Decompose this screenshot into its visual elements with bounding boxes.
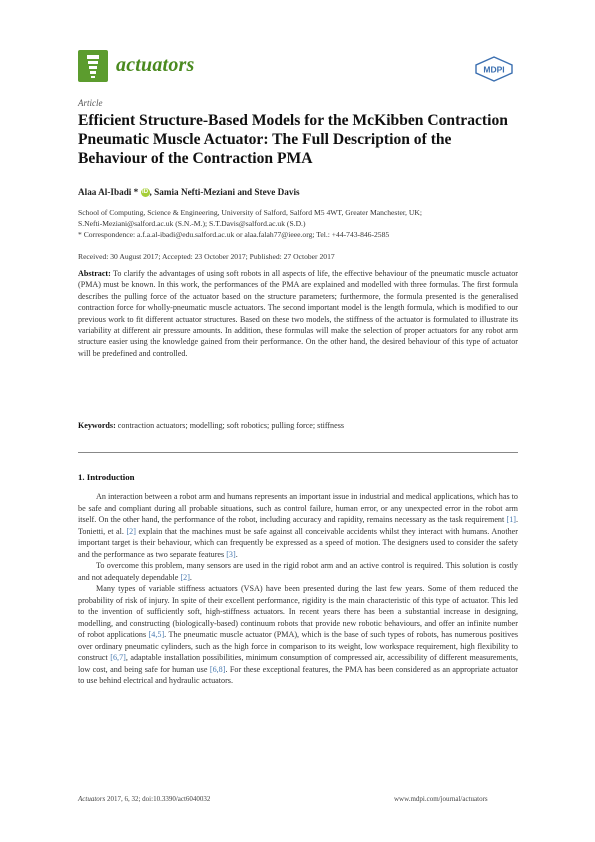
keywords (78, 421, 344, 430)
abstract (78, 268, 518, 359)
author-coauthors: Samia Nefti-Meziani and Steve Davis (154, 187, 300, 197)
affiliation-emails: S.Nefti-Meziani@salford.ac.uk (S.N.-M.); S.T.Davis@salford.ac.uk (S.D.) (78, 219, 306, 228)
section-title: 1. Introduction (78, 472, 135, 482)
paragraph: Many types of variable stiffness actuators (VSA) have been presented during the last few years. Some of them reduced the probability of risk of injury. In spite of their excellent performance, rigidity is the main characteristic of this type of actuator. This led to the invention of sufficiently soft, high-stiffness actuators. In recent years there has been a substantial increase in designing, modelling, and constructing (biologically-based) continuum robots that provide new robotic behaviours, and offer an infinite number of robot applications [4,5]. The pneumatic muscle actuator (PMA), which is the base of such types of robots, has numerous positives over ordinary pneumatic cylinders, such as the high force in comparison to its weight, low workspace requirement, high flexibility to construct [6,7], adaptable installation possibilities, minimum consumption of compressed air, accessibility of different measurements, low cost, and being safe for human use [6,8]. For these exceptional features, the PMA has been considered as an appropriate actuator to use behind electrical and hydraulic actuators. (78, 584, 518, 685)
citation-link[interactable]: [6,8] (209, 664, 226, 674)
article-type: Article (78, 98, 103, 108)
keywords-label: Keywords: (78, 421, 116, 430)
author-list: Alaa Al-Ibadi * iD , Samia Nefti-Meziani and Steve Davis (78, 187, 300, 197)
footer-website-link[interactable]: www.mdpi.com/journal/actuators (394, 795, 488, 803)
paragraph: An interaction between a robot arm and humans represents an important issue in industrial and medical applications, which has to be safe and compliant during all probable situations, such as control failure, human error, or any unexpected error in the robot arm itself. On the other hand, the performance of the robot, including accuracy and rapidity, remains necessary as the task requirement [1]. Tonietti, et al. [2] explain that the machines must be safe against all conceivable accidents whilst they interact with humans. Another important target is their behaviour, which can frequently be expressed as a speed of motion. The designers used to consider the safety and the performance as two separate features [3]. (78, 492, 518, 559)
section-divider (78, 452, 518, 453)
citation-link[interactable]: [4,5] (148, 630, 165, 639)
paper-title: Efficient Structure-Based Models for the McKibben Contraction Pneumatic Muscle Actuator: The Full Description of the Behaviour of the Contraction PMA (78, 112, 508, 167)
journal-name: actuators (116, 54, 195, 76)
orcid-icon[interactable]: iD (142, 189, 149, 196)
publication-dates: Received: 30 August 2017; Accepted: 23 October 2017; Published: 27 October 2017 (78, 252, 335, 261)
citation-link[interactable]: [6,7] (110, 653, 126, 662)
mdpi-logo-icon (474, 56, 514, 82)
citation-link[interactable]: [2] (180, 572, 190, 582)
abstract-text: To clarify the advantages of using soft robots in all aspects of life, the effective behaviour of the pneumatic muscle actuator (PMA) must be known. In this work, the performances of the PMA are explained and modelled with three formulas. The first formula describes the pulling force of the actuator based on the structure parameters; furthermore, the formula presented is the generalised contraction force for wholly-pneumatic muscle actuators. The second important model is the length formula, which is modified to our previous work to fit different actuator structures. Based on these two models, the stiffness of the actuator is formulated to illustrate its variability at different air pressure amounts. In addition, these formulas will make the selection of proper actuators for any robot arm structure easier using the knowledge gained from their performance. On the other hand, the desired behaviour of this type of actuator will be predefined and controlled. (78, 269, 518, 358)
citation-link[interactable]: [1] (506, 515, 516, 524)
author-primary: Alaa Al-Ibadi * (78, 187, 139, 197)
publisher-name: MDPI (483, 64, 505, 75)
citation-link[interactable]: [2] (126, 526, 136, 536)
abstract-label: Abstract: (78, 269, 111, 278)
footer-citation (78, 795, 210, 803)
affiliation-line: School of Computing, Science & Engineering, University of Salford, Salford M5 4WT, Greater Manchester, UK; (78, 208, 422, 217)
paragraph: To overcome this problem, many sensors are used in the rigid robot arm and an active control is required. This solution is costly and not adequately dependable [2]. (78, 561, 518, 582)
correspondence: * Correspondence: a.f.a.al-ibadi@edu.salford.ac.uk or alaa.falah77@ieee.org; Tel.: +44-743-846-2585 (78, 230, 390, 239)
keywords-text: contraction actuators; modelling; soft robotics; pulling force; stiffness (117, 421, 344, 430)
introduction-body (78, 491, 518, 687)
journal-logo-icon (78, 50, 108, 82)
citation-link[interactable]: [3] (226, 549, 236, 559)
footer-doi: 2017, 6, 32; doi:10.3390/act6040032 (106, 795, 211, 803)
footer-journal: Actuators (78, 795, 106, 803)
